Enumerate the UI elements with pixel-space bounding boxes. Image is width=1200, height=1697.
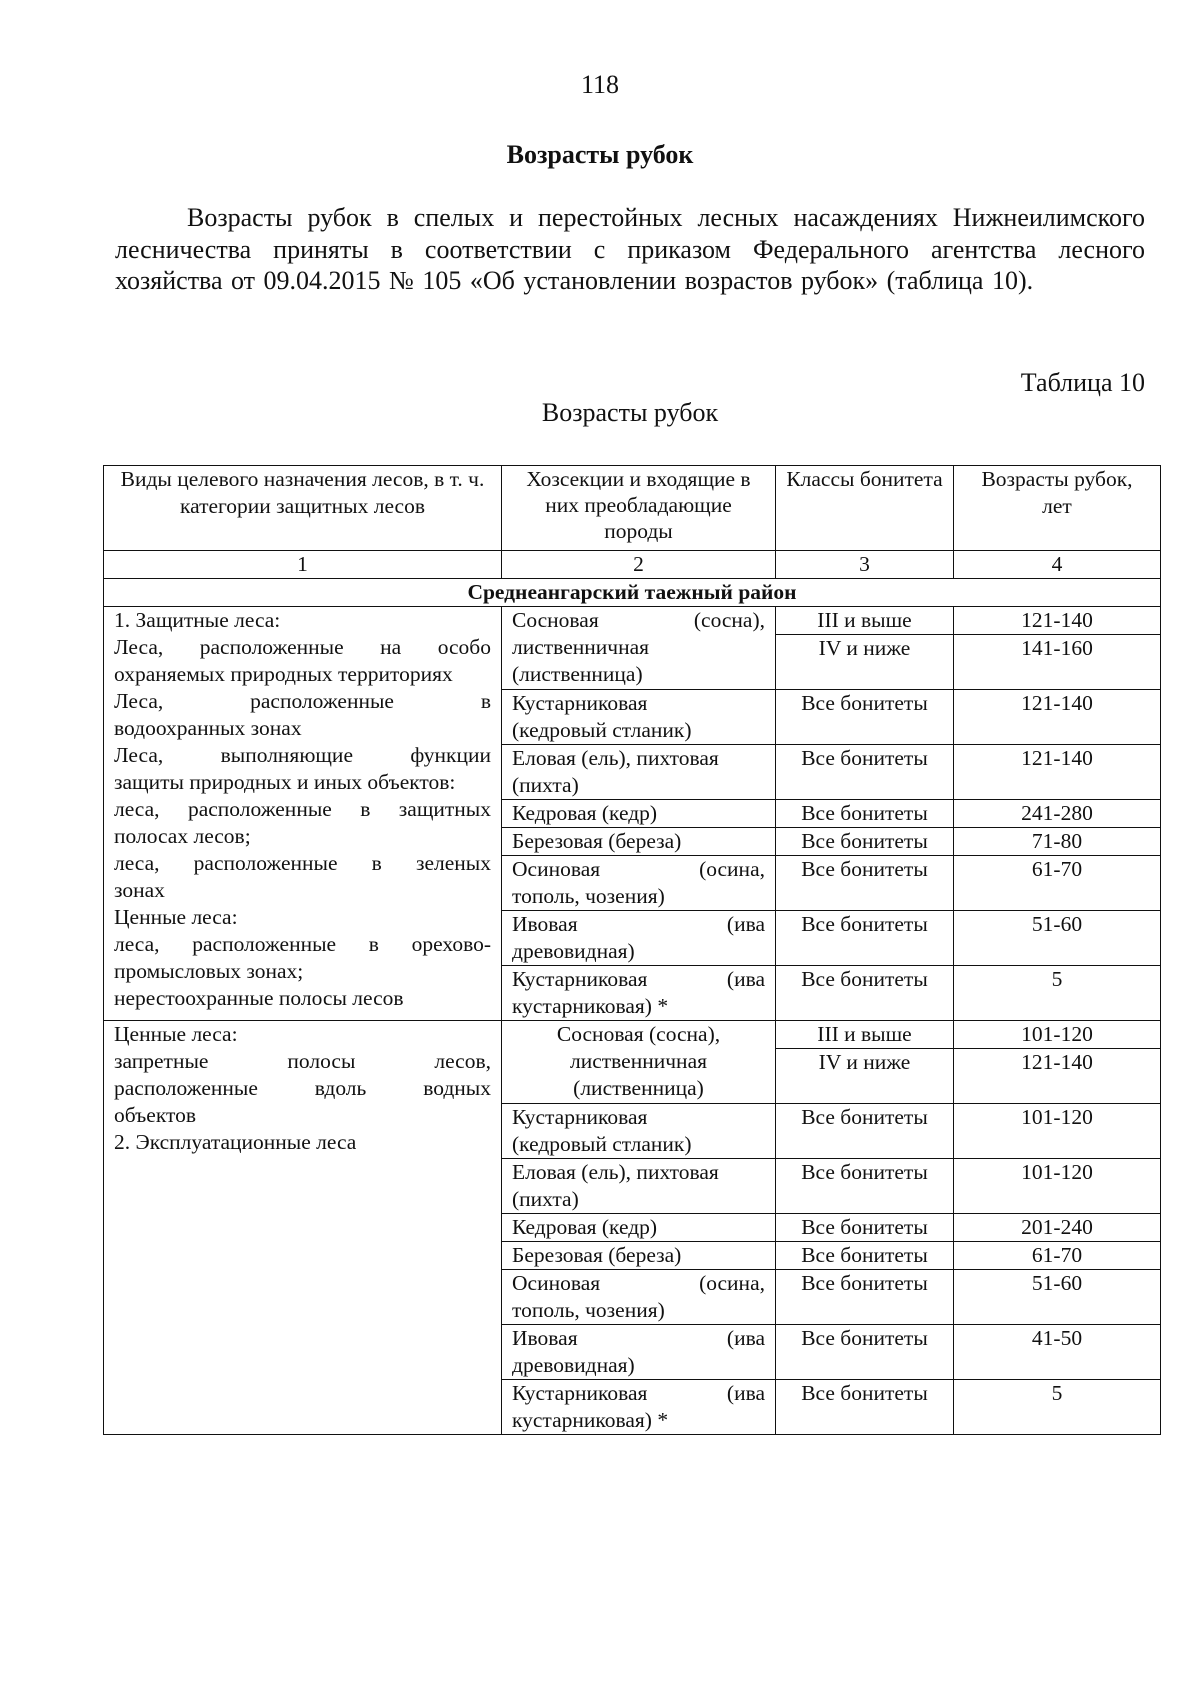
site-class-cell: III и выше	[776, 1021, 954, 1049]
logging-age-cell: 71-80	[954, 828, 1161, 856]
logging-age-cell: 5	[954, 1380, 1161, 1435]
cell-line: Кедровая (кедр)	[512, 801, 658, 825]
cell-line: объектов	[114, 1103, 196, 1127]
cell-line: охраняемых природных территориях	[114, 662, 453, 686]
logging-age-cell: 101-120	[954, 1021, 1161, 1049]
column-header: Возрасты рубок, лет	[954, 466, 1161, 551]
species-cell	[502, 800, 776, 828]
species-cell	[502, 1380, 776, 1435]
cell-line: расположенные вдоль водных	[114, 1076, 491, 1100]
logging-age-cell: 101-120	[954, 1104, 1161, 1159]
cell-line: 1. Защитные леса:	[114, 608, 281, 632]
intro-paragraph: Возрасты рубок в спелых и перестойных лесных насаждениях Нижнеилимского лесничества приняты в соответствии с приказом Федерального агентства лесного хозяйства от 09.04.2015 № 105 «Об установлении возрастов рубок» (таблица 10).	[115, 203, 1145, 296]
site-class-cell: III и выше	[776, 607, 954, 635]
logging-age-cell: 41-50	[954, 1325, 1161, 1380]
cell-line: (пихта)	[512, 773, 579, 797]
species-cell	[502, 1159, 776, 1214]
cell-line: защиты природных и иных объектов:	[114, 770, 456, 794]
logging-age-cell: 5	[954, 966, 1161, 1021]
logging-ages-table	[103, 465, 1161, 1435]
cell-line: Леса, расположенные в	[114, 689, 491, 713]
group-valuable-and-exploitation-forests	[104, 1021, 1161, 1435]
cell-line: Ивовая (ива	[512, 912, 765, 936]
species-cell	[502, 1104, 776, 1159]
column-number: 3	[776, 551, 954, 579]
cell-line: Кедровая (кедр)	[512, 1215, 658, 1239]
cell-line: древовидная)	[512, 1353, 635, 1377]
column-number: 2	[502, 551, 776, 579]
page-title: Возрасты рубок	[506, 140, 694, 169]
cell-line: 2. Эксплуатационные леса	[114, 1130, 357, 1154]
logging-age-cell: 141-160	[954, 635, 1161, 690]
species-cell	[502, 856, 776, 911]
cell-line: Кустарниковая	[512, 691, 648, 715]
table-row	[104, 607, 1161, 635]
column-header: Хозсекции и входящие в них преобладающие породы	[502, 466, 776, 551]
logging-age-cell: 101-120	[954, 1159, 1161, 1214]
species-cell	[502, 607, 776, 690]
table-row	[104, 1021, 1161, 1049]
cell-line: кустарниковая) *	[512, 1408, 669, 1432]
logging-age-cell: 61-70	[954, 1242, 1161, 1270]
site-class-cell: Все бонитеты	[776, 1159, 954, 1214]
species-cell	[502, 1242, 776, 1270]
site-class-cell: Все бонитеты	[776, 1242, 954, 1270]
table-number: Таблица 10	[1020, 368, 1145, 397]
cell-line: Еловая (ель), пихтовая	[512, 746, 719, 770]
cell-line: Леса, расположенные на особо	[114, 635, 491, 659]
cell-line: Сосновая (сосна),	[556, 1022, 721, 1046]
cell-line: Кустарниковая (ива	[512, 967, 765, 991]
site-class-cell: Все бонитеты	[776, 1104, 954, 1159]
region-row	[104, 579, 1161, 607]
cell-line: запретные полосы лесов,	[114, 1049, 491, 1073]
site-class-cell: Все бонитеты	[776, 911, 954, 966]
species-cell	[502, 1270, 776, 1325]
table-header-row	[104, 466, 1161, 551]
logging-age-cell: 121-140	[954, 690, 1161, 745]
site-class-cell: Все бонитеты	[776, 800, 954, 828]
site-class-cell: IV и ниже	[776, 635, 954, 690]
cell-line: лиственничная	[512, 635, 650, 659]
cell-line: леса, расположенные в орехово-	[114, 932, 491, 956]
column-number: 4	[954, 551, 1161, 579]
cell-line: зонах	[114, 878, 165, 902]
column-header: Виды целевого назначения лесов, в т. ч. категории защитных лесов	[104, 466, 502, 551]
table-caption: Возрасты рубок	[541, 398, 719, 427]
cell-line: кустарниковая) *	[512, 994, 669, 1018]
species-cell	[502, 690, 776, 745]
forest-category-cell	[104, 607, 502, 1021]
site-class-cell: Все бонитеты	[776, 966, 954, 1021]
cell-line: (лиственница)	[573, 1076, 704, 1100]
cell-line: водоохранных зонах	[114, 716, 302, 740]
cell-line: промысловых зонах;	[114, 959, 304, 983]
logging-age-cell: 61-70	[954, 856, 1161, 911]
cell-line: Еловая (ель), пихтовая	[512, 1160, 719, 1184]
site-class-cell: Все бонитеты	[776, 856, 954, 911]
group-protective-forests	[104, 607, 1161, 1021]
species-cell	[502, 745, 776, 800]
site-class-cell: Все бонитеты	[776, 1214, 954, 1242]
forest-category-cell	[104, 1021, 502, 1435]
species-cell	[502, 1214, 776, 1242]
species-cell	[502, 911, 776, 966]
logging-age-cell: 121-140	[954, 745, 1161, 800]
page-number: 118	[580, 70, 620, 99]
cell-line: Ценные леса:	[114, 1022, 238, 1046]
site-class-cell: Все бонитеты	[776, 1270, 954, 1325]
cell-line: Кустарниковая (ива	[512, 1381, 765, 1405]
species-cell	[502, 1325, 776, 1380]
cell-line: лиственничная	[569, 1049, 707, 1073]
cell-line: полосах лесов;	[114, 824, 251, 848]
cell-line: (лиственница)	[512, 662, 643, 686]
site-class-cell: Все бонитеты	[776, 1325, 954, 1380]
cell-line: леса, расположенные в зеленых	[114, 851, 491, 875]
cell-line: (кедровый стланик)	[512, 718, 692, 742]
cell-line: Ценные леса:	[114, 905, 238, 929]
logging-age-cell: 51-60	[954, 1270, 1161, 1325]
site-class-cell: Все бонитеты	[776, 828, 954, 856]
cell-line: Ивовая (ива	[512, 1326, 765, 1350]
logging-age-cell: 121-140	[954, 607, 1161, 635]
site-class-cell: IV и ниже	[776, 1049, 954, 1104]
species-cell	[502, 966, 776, 1021]
cell-line: тополь, чозения)	[512, 884, 665, 908]
logging-age-cell: 201-240	[954, 1214, 1161, 1242]
logging-age-cell: 121-140	[954, 1049, 1161, 1104]
cell-line: древовидная)	[512, 939, 635, 963]
site-class-cell: Все бонитеты	[776, 690, 954, 745]
cell-line: Березовая (береза)	[512, 1243, 682, 1267]
column-header: Классы бонитета	[776, 466, 954, 551]
cell-line: (кедровый стланик)	[512, 1132, 692, 1156]
cell-line: Леса, выполняющие функции	[114, 743, 491, 767]
site-class-cell: Все бонитеты	[776, 745, 954, 800]
region-name: Среднеангарский таежный район	[104, 579, 1161, 607]
column-number-row	[104, 551, 1161, 579]
cell-line: нерестоохранные полосы лесов	[114, 986, 404, 1010]
logging-age-cell: 51-60	[954, 911, 1161, 966]
cell-line: леса, расположенные в защитных	[114, 797, 491, 821]
cell-line: Осиновая (осина,	[512, 857, 765, 881]
cell-line: (пихта)	[512, 1187, 579, 1211]
logging-age-cell: 241-280	[954, 800, 1161, 828]
site-class-cell: Все бонитеты	[776, 1380, 954, 1435]
cell-line: Осиновая (осина,	[512, 1271, 765, 1295]
species-cell	[502, 828, 776, 856]
column-number: 1	[104, 551, 502, 579]
cell-line: Сосновая (сосна),	[512, 608, 765, 632]
species-cell	[502, 1021, 776, 1104]
cell-line: тополь, чозения)	[512, 1298, 665, 1322]
cell-line: Кустарниковая	[512, 1105, 648, 1129]
cell-line: Березовая (береза)	[512, 829, 682, 853]
